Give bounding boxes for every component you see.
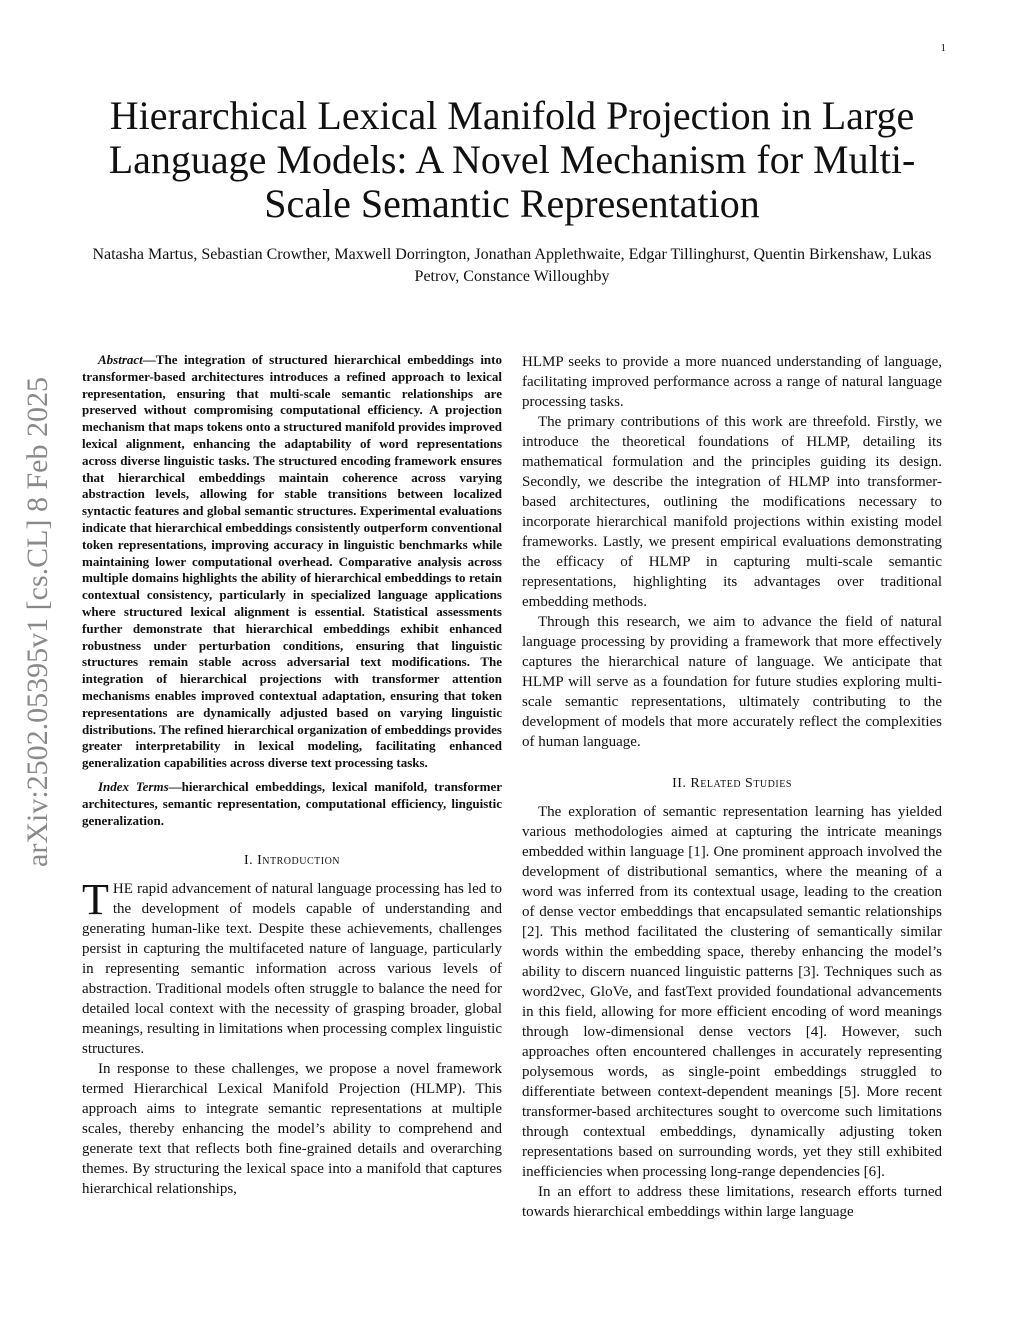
abstract-text: —The integration of structured hierarchical embeddings into transformer-based architectures introduces a refined approach to lexical representation, ensuring that multi-scale semantic relationships are preserved without compromising computational efficiency. A projection mechanism that maps tokens onto a structured manifold provides improved lexical alignment, enhancing the adaptability of word representations across diverse linguistic tasks. The structured encoding framework ensures that hierarchical embeddings maintain coherence across varying abstraction levels, allowing for stable transitions between localized syntactic features and global semantic structures. Experimental evaluations indicate that hierarchical embeddings consistently outperform conventional token representations, improving accuracy in linguistic benchmarks while maintaining lower computational overhead. Comparative analysis across multiple domains highlights the ability of hierarchical embeddings to retain contextual consistency, particularly in specialized language applications where structured lexical alignment is essential. Statistical assessments further demonstrate that hierarchical embeddings exhibit enhanced robustness under perturbation conditions, ensuring that linguistic structures remain stable across adversarial text modifications. The integration of hierarchical projections with transformer attention mechanisms enables improved contextual adaptation, ensuring that token representations are dynamically adjusted based on varying linguistic distributions. The refined hierarchical organization of embeddings provides greater interpretability in lexical modeling, facilitating enhanced generalization capabilities across diverse text processing tasks. — [82, 352, 502, 771]
drop-cap: T — [82, 875, 109, 925]
author-list: Natasha Martus, Sebastian Crowther, Maxwell Dorrington, Jonathan Applethwaite, Edgar Tillinghurst, Quentin Birkenshaw, Lukas Petrov, Constance Willoughby — [92, 246, 932, 285]
right-column — [522, 352, 942, 1222]
page-number: 1 — [940, 42, 946, 54]
intro-paragraph-1-text: HE rapid advancement of natural language processing has led to the development of models capable of understanding and generating human-like text. Despite these achievements, challenges persist in capturing the multifaceted nature of language, particularly in representing semantic information across various levels of abstraction. Traditional models often struggle to balance the need for detailed local context with the necessity of grasping broader, global meanings, resulting in limitations when processing complex linguistic structures. — [82, 881, 502, 1058]
abstract — [82, 352, 502, 772]
related-paragraph-2: In an effort to address these limitations, research efforts turned towards hierarchical embeddings within large language — [522, 1184, 942, 1220]
intro-paragraph-2-continued: HLMP seeks to provide a more nuanced understanding of language, facilitating improved performance across a range of natural language processing tasks. — [522, 354, 942, 410]
abstract-label: Abstract — [98, 352, 143, 367]
related-paragraph-1: The exploration of semantic representation learning has yielded various methodologies aimed at capturing the intricate meanings embedded within language [1]. One prominent approach involved the development of distributional semantics, where the meaning of a word was inferred from its contextual usage, leading to the creation of dense vector embeddings that encapsulated semantic relationships [2]. This method facilitated the clustering of semantically similar words within the embedding space, thereby enhancing the model’s ability to discern nuanced linguistic patterns [3]. Techniques such as word2vec, GloVe, and fastText provided foundational advancements in this field, allowing for more efficient encoding of word meanings through low-dimensional dense vectors [4]. However, such approaches often encountered challenges in accurately representing polysemous words, as single-point embeddings struggled to differentiate between context-dependent meanings [5]. More recent transformer-based architectures sought to overcome such limitations through contextual embeddings, dynamically adjusting token representations based on surrounding words, yet they still exhibited inefficiencies when processing long-range dependencies [6]. — [522, 804, 942, 1180]
intro-paragraph-3: The primary contributions of this work are threefold. Firstly, we introduce the theoretical foundations of HLMP, detailing its mathematical formulation and the principles guiding its design. Secondly, we describe the integration of HLMP into transformer-based architectures, outlining the modifications necessary to incorporate hierarchical manifold projections within existing model frameworks. Lastly, we present empirical evaluations demonstrating the efficacy of HLMP in capturing multi-scale semantic representations, highlighting its advantages over traditional embedding methods. — [522, 414, 942, 610]
left-column — [82, 352, 502, 1199]
section-heading-introduction: I. Introduction — [243, 853, 341, 869]
intro-paragraph-4: Through this research, we aim to advance the field of natural language processing by providing a framework that more effectively captures the hierarchical nature of language. We anticipate that HLMP will serve as a foundation for future studies exploring multi-scale semantic representations, ultimately contributing to the development of models that more accurately reflect the complexities of human language. — [522, 614, 942, 750]
section-heading-related-studies: II. Related Studies — [672, 776, 792, 791]
arxiv-identifier-stamp[interactable]: arXiv:2502.05395v1 [cs.CL] 8 Feb 2025 — [21, 377, 54, 867]
intro-paragraph-2: In response to these challenges, we propose a novel framework termed Hierarchical Lexical Manifold Projection (HLMP). This approach aims to integrate semantic representations at multiple scales, thereby enhancing the model’s ability to comprehend and generate text that reflects both fine-grained details and overarching themes. By structuring the lexical space into a manifold that captures hierarchical relationships, — [82, 1061, 502, 1198]
index-terms — [82, 779, 502, 829]
paper-title: Hierarchical Lexical Manifold Projection in Large Language Models: A Novel Mechanism for Multi-Scale Semantic Representation — [108, 93, 916, 226]
index-terms-label: Index Terms — [98, 778, 169, 794]
intro-paragraph-1 — [82, 875, 502, 1059]
index-terms-text: —hierarchical embeddings, lexical manifold, transformer architectures, semantic representation, computational efficiency, linguistic generalization. — [82, 778, 502, 828]
